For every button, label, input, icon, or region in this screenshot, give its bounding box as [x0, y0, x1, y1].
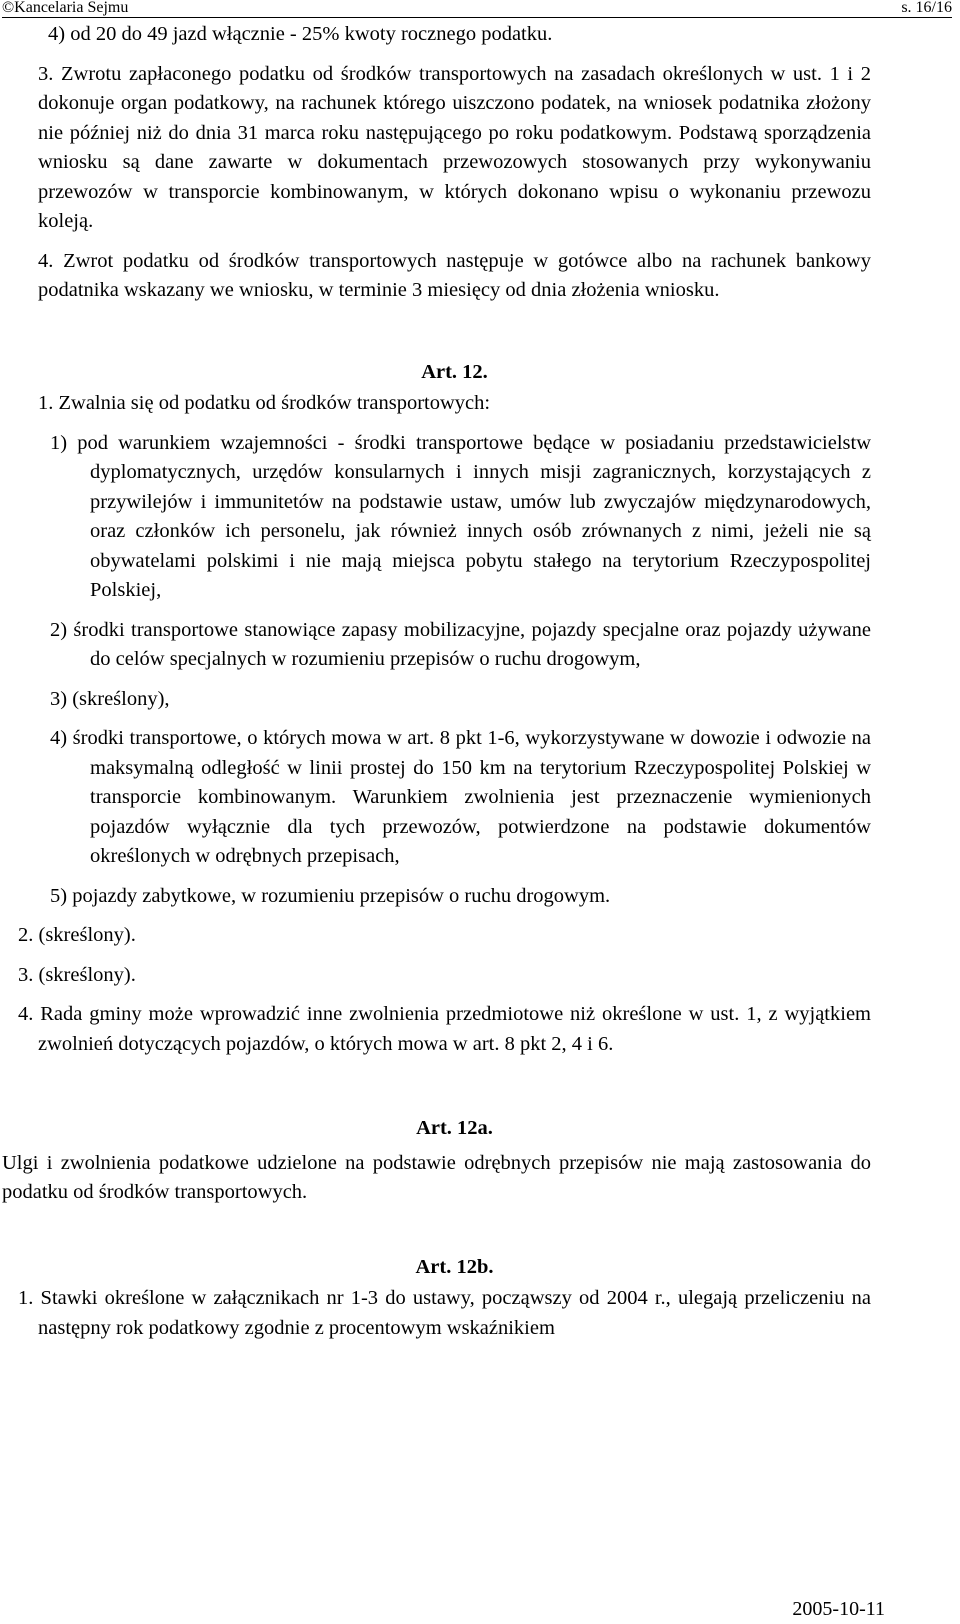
article-12-paragraph-3: 3. (skreślony).	[18, 963, 136, 986]
article-12-paragraph-2: 2. (skreślony).	[18, 924, 136, 946]
document-body	[2, 20, 871, 1343]
article-12-item-4: 4) środki transportowe, o których mowa w art. 8 pkt 1-6, wykorzystywane w dowozie i odwozie na maksymalną odległość w linii prostej do 150 km na terytorium Rzeczypospolitej Polskiej w transporcie kombinowanym. Warunkiem zwolnienia jest przeznaczenie wymienionych pojazdów wyłącznie dla tych przewozów, potwierdzone na podstawie dokumentów określonych w odrębnych przepisach,	[50, 727, 871, 867]
article-12a-paragraph: Ulgi i zwolnienia podatkowe udzielone na podstawie odrębnych przepisów nie mają zastosowania do podatku od środków transportowych.	[2, 1151, 871, 1203]
article-12b-title: Art. 12b.	[415, 1255, 494, 1278]
article-12-item-1: 1) pod warunkiem wzajemności - środki transportowe będące w posiadaniu przedstawicielstw dyplomatycznych, urzędów konsularnych i innych misji zagranicznych, korzystających z przywilejów i immunitetów na podstawie ustaw, umów lub zwyczajów międzynarodowych, oraz członków ich personelu, jak również innych osób zrównanych z nimi, jeżeli nie są obywatelami polskimi i nie mają miejsca pobytu stałego na terytorium Rzeczypospolitej Polskiej,	[50, 431, 871, 601]
article-12-item-5: 5) pojazdy zabytkowe, w rozumieniu przepisów o ruchu drogowym.	[50, 884, 611, 907]
article-12-item-3: 3) (skreślony),	[50, 687, 170, 710]
footer-date: 2005-10-11	[792, 1598, 885, 1620]
paragraph-4: 4. Zwrot podatku od środków transportowych następuje w gotówce albo na rachunek bankowy podatnika wskazany we wniosku, w terminie 3 miesięcy od dnia złożenia wniosku.	[38, 249, 871, 301]
item-4-jazd: 4) od 20 do 49 jazd włącznie - 25% kwoty rocznego podatku.	[48, 23, 553, 45]
article-12-title: Art. 12.	[421, 360, 488, 383]
article-12-paragraph-4: 4. Rada gminy może wprowadzić inne zwolnienia przedmiotowe niż określone w ust. 1, z wyjątkiem zwolnień dotyczących pojazdów, o których mowa w art. 8 pkt 2, 4 i 6.	[18, 1003, 871, 1055]
page-header	[2, 0, 952, 18]
paragraph-3: 3. Zwrotu zapłaconego podatku od środków transportowych na zasadach określonych w ust. 1 i 2 dokonuje organ podatkowy, na rachunek którego uiszczono podatek, na wniosek podatnika złożony nie później niż do dnia 31 marca roku następującego po roku podatkowym. Podstawą sporządzenia wniosku są dane zawarte w dokumentach przewozowych stosowanych przy wykonywaniu przewozów w transporcie kombinowanym, w których dokonano wpisu o wykonaniu przewozu koleją.	[38, 62, 871, 232]
article-12b-paragraph-1: 1. Stawki określone w załącznikach nr 1-3 do ustawy, począwszy od 2004 r., ulegają przeliczeniu na następny rok podatkowy zgodnie z procentowym wskaźnikiem	[18, 1287, 871, 1339]
article-12-item-2: 2) środki transportowe stanowiące zapasy mobilizacyjne, pojazdy specjalne oraz pojazdy używane do celów specjalnych w rozumieniu przepisów o ruchu drogowym,	[50, 618, 871, 670]
header-divider	[2, 17, 952, 18]
article-12a-title: Art. 12a.	[416, 1117, 493, 1139]
article-12-paragraph-1: 1. Zwalnia się od podatku od środków transportowych:	[38, 392, 491, 414]
header-copyright: ©Kancelaria Sejmu	[2, 0, 129, 16]
header-page-number: s. 16/16	[901, 0, 952, 16]
